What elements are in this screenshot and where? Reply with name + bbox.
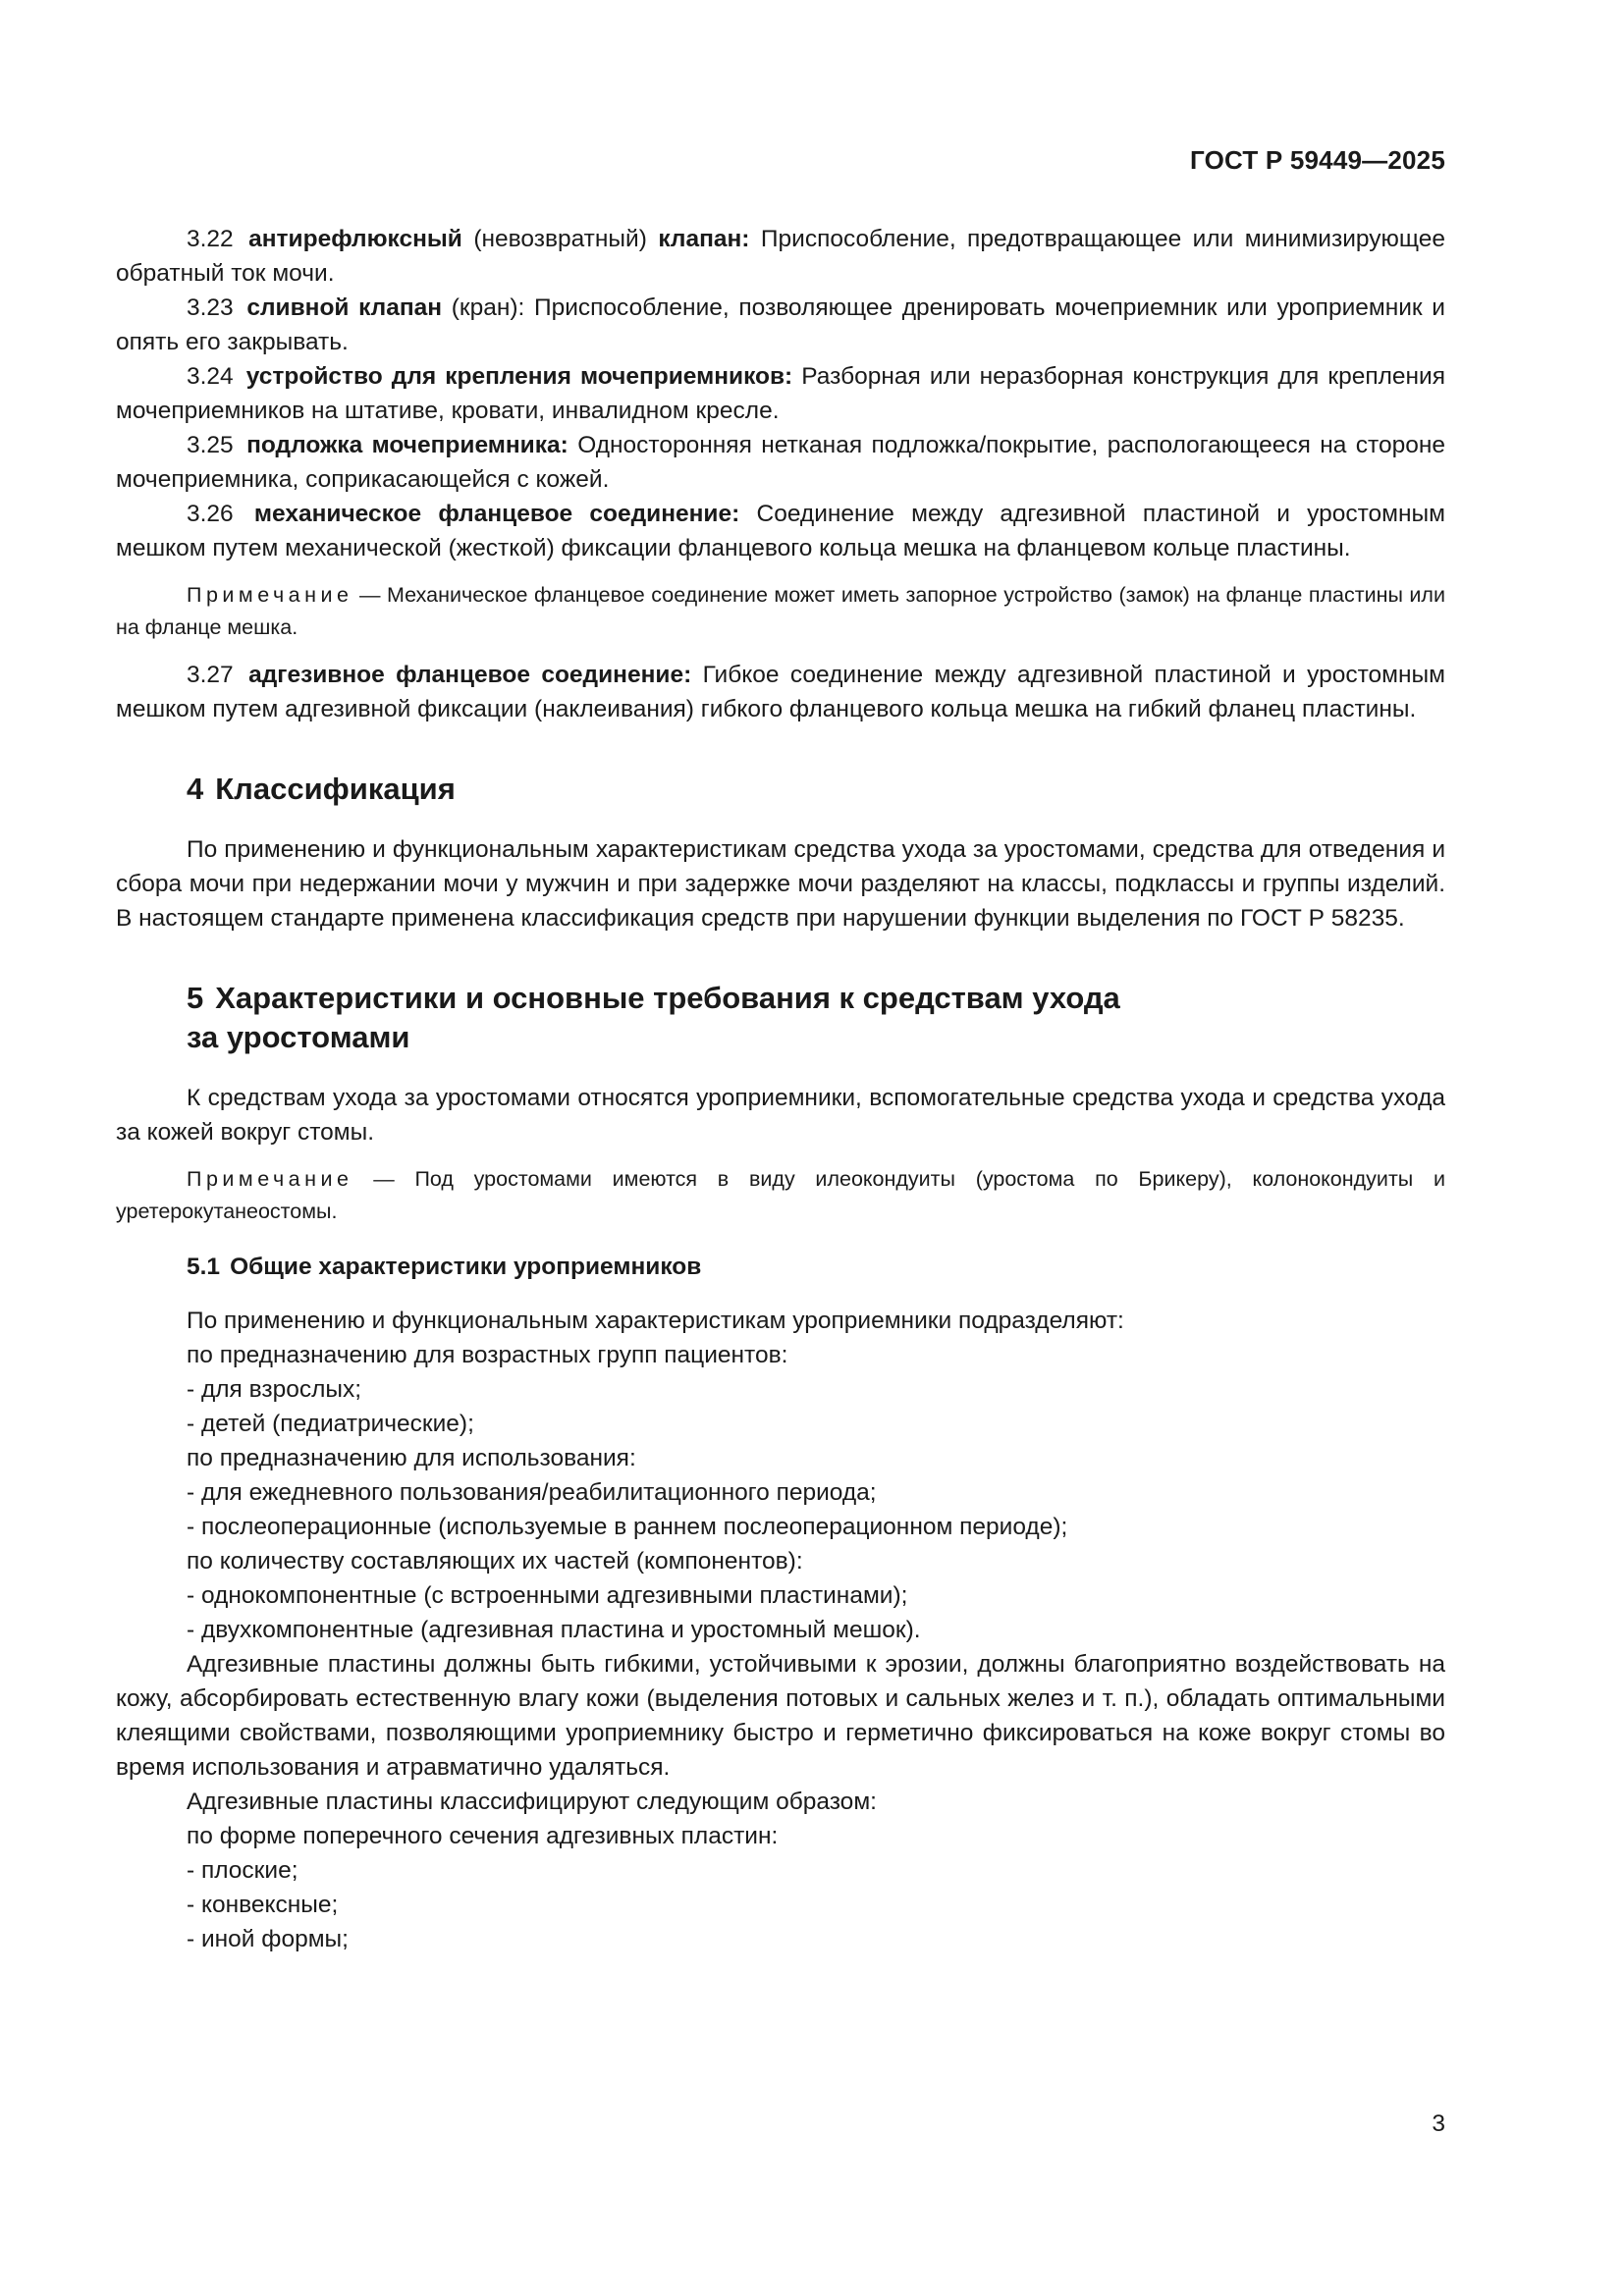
subsection-5-1-heading <box>187 1250 1445 1284</box>
section-title-line-1: Характеристики и основные требования к средствам ухода <box>215 981 1120 1015</box>
section-5-paragraph: К средствам ухода за уростомами относятся уроприемники, вспомогательные средства ухода и средства ухода за кожей вокруг стомы. <box>116 1085 1445 1146</box>
list-line: - конвексные; <box>187 1892 339 1918</box>
adhesive-plates-paragraph: Адгезивные пластины должны быть гибкими, устойчивыми к эрозии, должны благоприятно воздействовать на кожу, абсорбировать естественную влагу кожи (выделения потовых и сальных желез и т. п.), обладать оптимальными клеящими свойствами, позволяющими уроприемнику быстро и герметично фиксироваться на коже вокруг стомы во время использования и атравматично удаляться. <box>116 1651 1445 1781</box>
section-4-heading <box>187 770 1445 809</box>
term-bold: механическое фланцевое соединение: <box>253 501 740 527</box>
list-line: - плоские; <box>187 1857 298 1884</box>
term-number: 3.26 <box>187 501 234 527</box>
document-id-header: ГОСТ Р 59449—2025 <box>1190 145 1445 175</box>
term-3-24 <box>116 359 1445 428</box>
classification-list-a <box>116 1304 1445 1647</box>
term-definition: Разборная или неразборная конструкция для крепления мочеприемников на штативе, кровати, инвалидном кресле. <box>116 363 1445 424</box>
term-bold: клапан: <box>658 226 750 252</box>
term-3-22 <box>116 222 1445 291</box>
subsection-number: 5.1 <box>187 1254 221 1280</box>
note-text: Механическое фланцевое соединение может иметь запорное устройство (замок) на фланце пластины или на фланце мешка. <box>116 583 1445 639</box>
note-label: Примечание <box>187 1167 353 1191</box>
term-definition: Приспособление, позволяющее дренировать мочеприемник или уроприемник и опять его закрывать. <box>116 294 1445 355</box>
term-bold: адгезивное фланцевое соединение: <box>248 662 692 688</box>
list-line: - однокомпонентные (с встроенными адгезивными пластинами); <box>187 1582 908 1609</box>
list-line: - иной формы; <box>187 1926 349 1952</box>
term-3-23 <box>116 291 1445 359</box>
section-title-line-2: за уростомами <box>187 1020 410 1054</box>
subsection-title: Общие характеристики уроприемников <box>230 1254 702 1280</box>
list-line: по форме поперечного сечения адгезивных пластин: <box>187 1823 779 1849</box>
term-definition: Гибкое соединение между адгезивной пластиной и уростомным мешком путем адгезивной фиксации (наклеивания) гибкого фланцевого кольца мешка на гибкий фланец пластины. <box>116 662 1445 722</box>
section-4-paragraph: По применению и функциональным характеристикам средства ухода за уростомами, средства для отведения и сбора мочи при недержании мочи у мужчин и при задержке мочи разделяют на классы, подклассы и группы изделий. В настоящем стандарте применена классификация средств при нарушении функции выделения по ГОСТ Р 58235. <box>116 836 1445 932</box>
term-definition: Соединение между адгезивной пластиной и уростомным мешком путем механической (жесткой) фиксации фланцевого кольца мешка на фланцевом кольце пластины. <box>116 501 1445 561</box>
term-definition: Односторонняя нетканая подложка/покрытие, распологающееся на стороне мочеприемника, соприкасающейся с кожей. <box>116 432 1446 493</box>
term-bold: антирефлюксный <box>248 226 462 252</box>
list-line: по количеству составляющих их частей (компонентов): <box>187 1548 803 1575</box>
list-line: - послеоперационные (используемые в раннем послеоперационном периоде); <box>187 1514 1068 1540</box>
note-dash: — <box>352 583 388 607</box>
section-5-heading <box>187 979 1445 1057</box>
section-title: Классификация <box>215 772 456 806</box>
list-line: - детей (педиатрические); <box>187 1411 474 1437</box>
term-3-27 <box>116 658 1445 726</box>
list-line: по предназначению для использования: <box>187 1445 636 1471</box>
note-section-5 <box>116 1163 1445 1228</box>
term-bold: подложка мочеприемника: <box>246 432 568 458</box>
note-dash: — <box>352 1167 415 1191</box>
term-3-26 <box>116 497 1445 565</box>
term-qualifier: (невозвратный) <box>473 226 647 252</box>
term-number: 3.22 <box>187 226 234 252</box>
term-number: 3.23 <box>187 294 234 321</box>
section-number: 5 <box>187 981 204 1015</box>
list-line: - для взрослых; <box>187 1376 362 1403</box>
classification-list-b <box>116 1785 1445 1956</box>
list-line: по предназначению для возрастных групп пациентов: <box>187 1342 788 1368</box>
list-line: - двухкомпонентные (адгезивная пластина и уростомный мешок). <box>187 1617 921 1643</box>
note-3-26 <box>116 579 1445 644</box>
list-line: Адгезивные пластины классифицируют следующим образом: <box>187 1789 877 1815</box>
list-line: По применению и функциональным характеристикам уроприемники подразделяют: <box>187 1308 1124 1334</box>
note-text: Под уростомами имеются в виду илеокондуиты (уростома по Брикеру), колонокондуиты и уретерокутанеостомы. <box>116 1167 1445 1223</box>
term-number: 3.27 <box>187 662 234 688</box>
note-label: Примечание <box>187 583 353 607</box>
term-number: 3.24 <box>187 363 234 390</box>
term-qualifier: (кран): <box>451 294 525 321</box>
page-number: 3 <box>1432 2110 1445 2137</box>
term-definition: Приспособление, предотвращающее или минимизирующее обратный ток мочи. <box>116 226 1446 287</box>
page-body <box>116 222 1445 1956</box>
term-bold: сливной клапан <box>246 294 443 321</box>
section-number: 4 <box>187 772 204 806</box>
list-line: - для ежедневного пользования/реабилитационного периода; <box>187 1479 877 1506</box>
term-bold: устройство для крепления мочеприемников: <box>245 363 793 390</box>
term-3-25 <box>116 428 1445 497</box>
term-number: 3.25 <box>187 432 234 458</box>
